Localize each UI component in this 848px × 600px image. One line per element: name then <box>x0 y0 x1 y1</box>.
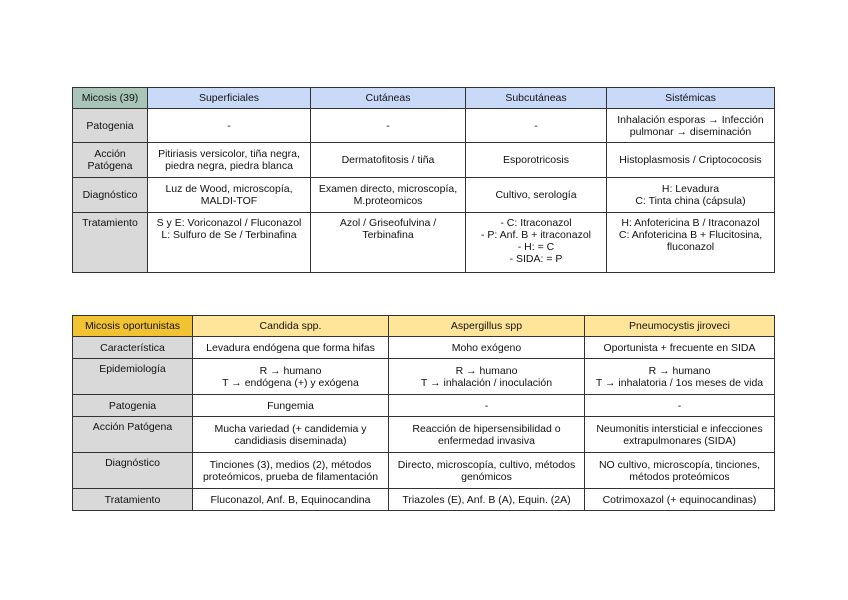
row-label: Patogenia <box>73 109 148 143</box>
table-row <box>73 489 775 511</box>
table-title: Micosis oportunistas <box>73 316 193 337</box>
table-row <box>73 337 775 359</box>
table-cell: Luz de Wood, microscopía, MALDI-TOF <box>148 178 311 213</box>
table-cell: H: Anfotericina B / Itraconazol C: Anfotericina B + Flucitosina, fluconazol <box>607 213 775 273</box>
row-label: Diagnóstico <box>73 178 148 213</box>
table-cell: Esporotricosis <box>466 143 607 178</box>
table-cell: Inhalación esporas → Infección pulmonar → diseminación <box>607 109 775 143</box>
table-cell: S y E: Voriconazol / Fluconazol L: Sulfuro de Se / Terbinafina <box>148 213 311 273</box>
table-cell: - <box>585 395 775 417</box>
column-header: Superficiales <box>148 88 311 109</box>
table-cell: Directo, microscopía, cultivo, métodos genómicos <box>389 453 585 489</box>
table-row <box>73 453 775 489</box>
table-cell: R → humano T → inhalación / inoculación <box>389 359 585 395</box>
table-cell: Cotrimoxazol (+ equinocandinas) <box>585 489 775 511</box>
table-cell: NO cultivo, microscopía, tinciones, métodos proteómicos <box>585 453 775 489</box>
table-cell: R → humano T → inhalatoria / 1os meses de vida <box>585 359 775 395</box>
table-cell: Pitiriasis versicolor, tiña negra, piedra negra, piedra blanca <box>148 143 311 178</box>
table-title: Micosis (39) <box>73 88 148 109</box>
row-label: Tratamiento <box>73 489 193 511</box>
table-row <box>73 395 775 417</box>
table-cell: Cultivo, serología <box>466 178 607 213</box>
opportunistic-mycoses-table <box>72 315 775 511</box>
table-cell: H: Levadura C: Tinta china (cápsula) <box>607 178 775 213</box>
table-cell: Neumonitis intersticial e infecciones extrapulmonares (SIDA) <box>585 417 775 453</box>
row-label: Tratamiento <box>73 213 148 273</box>
column-header: Cutáneas <box>311 88 466 109</box>
table-header-row <box>73 88 775 109</box>
table-cell: - <box>466 109 607 143</box>
table-cell: Histoplasmosis / Criptococosis <box>607 143 775 178</box>
table-cell: - <box>148 109 311 143</box>
systemic-mycoses-table <box>72 87 775 273</box>
table-header-row <box>73 316 775 337</box>
table-cell: Tinciones (3), medios (2), métodos proteómicos, prueba de filamentación <box>193 453 389 489</box>
table-cell: Mucha variedad (+ candidemia y candidiasis diseminada) <box>193 417 389 453</box>
column-header: Subcutáneas <box>466 88 607 109</box>
table-row <box>73 213 775 273</box>
table-row <box>73 109 775 143</box>
row-label: Epidemiología <box>73 359 193 395</box>
column-header: Sistémicas <box>607 88 775 109</box>
table-cell: R → humano T → endógena (+) y exógena <box>193 359 389 395</box>
table-cell: - <box>389 395 585 417</box>
row-label: Característica <box>73 337 193 359</box>
table-cell: Dermatofitosis / tiña <box>311 143 466 178</box>
column-header: Pneumocystis jiroveci <box>585 316 775 337</box>
table-cell: - <box>311 109 466 143</box>
table-cell: Levadura endógena que forma hifas <box>193 337 389 359</box>
row-label: Acción Patógena <box>73 143 148 178</box>
table-cell: Oportunista + frecuente en SIDA <box>585 337 775 359</box>
table-cell: Examen directo, microscopía, M.proteomicos <box>311 178 466 213</box>
table-cell: Fungemia <box>193 395 389 417</box>
table-row <box>73 359 775 395</box>
table-cell: - C: Itraconazol - P: Anf. B + itraconazol - H: = C - SIDA: = P <box>466 213 607 273</box>
table-cell: Azol / Griseofulvina / Terbinafina <box>311 213 466 273</box>
column-header: Aspergillus spp <box>389 316 585 337</box>
table-row <box>73 417 775 453</box>
column-header: Candida spp. <box>193 316 389 337</box>
row-label: Acción Patógena <box>73 417 193 453</box>
table-row <box>73 178 775 213</box>
row-label: Patogenia <box>73 395 193 417</box>
row-label: Diagnóstico <box>73 453 193 489</box>
table-cell: Triazoles (E), Anf. B (A), Equin. (2A) <box>389 489 585 511</box>
table-cell: Reacción de hipersensibilidad o enfermedad invasiva <box>389 417 585 453</box>
table-row <box>73 143 775 178</box>
table-cell: Fluconazol, Anf. B, Equinocandina <box>193 489 389 511</box>
table-cell: Moho exógeno <box>389 337 585 359</box>
